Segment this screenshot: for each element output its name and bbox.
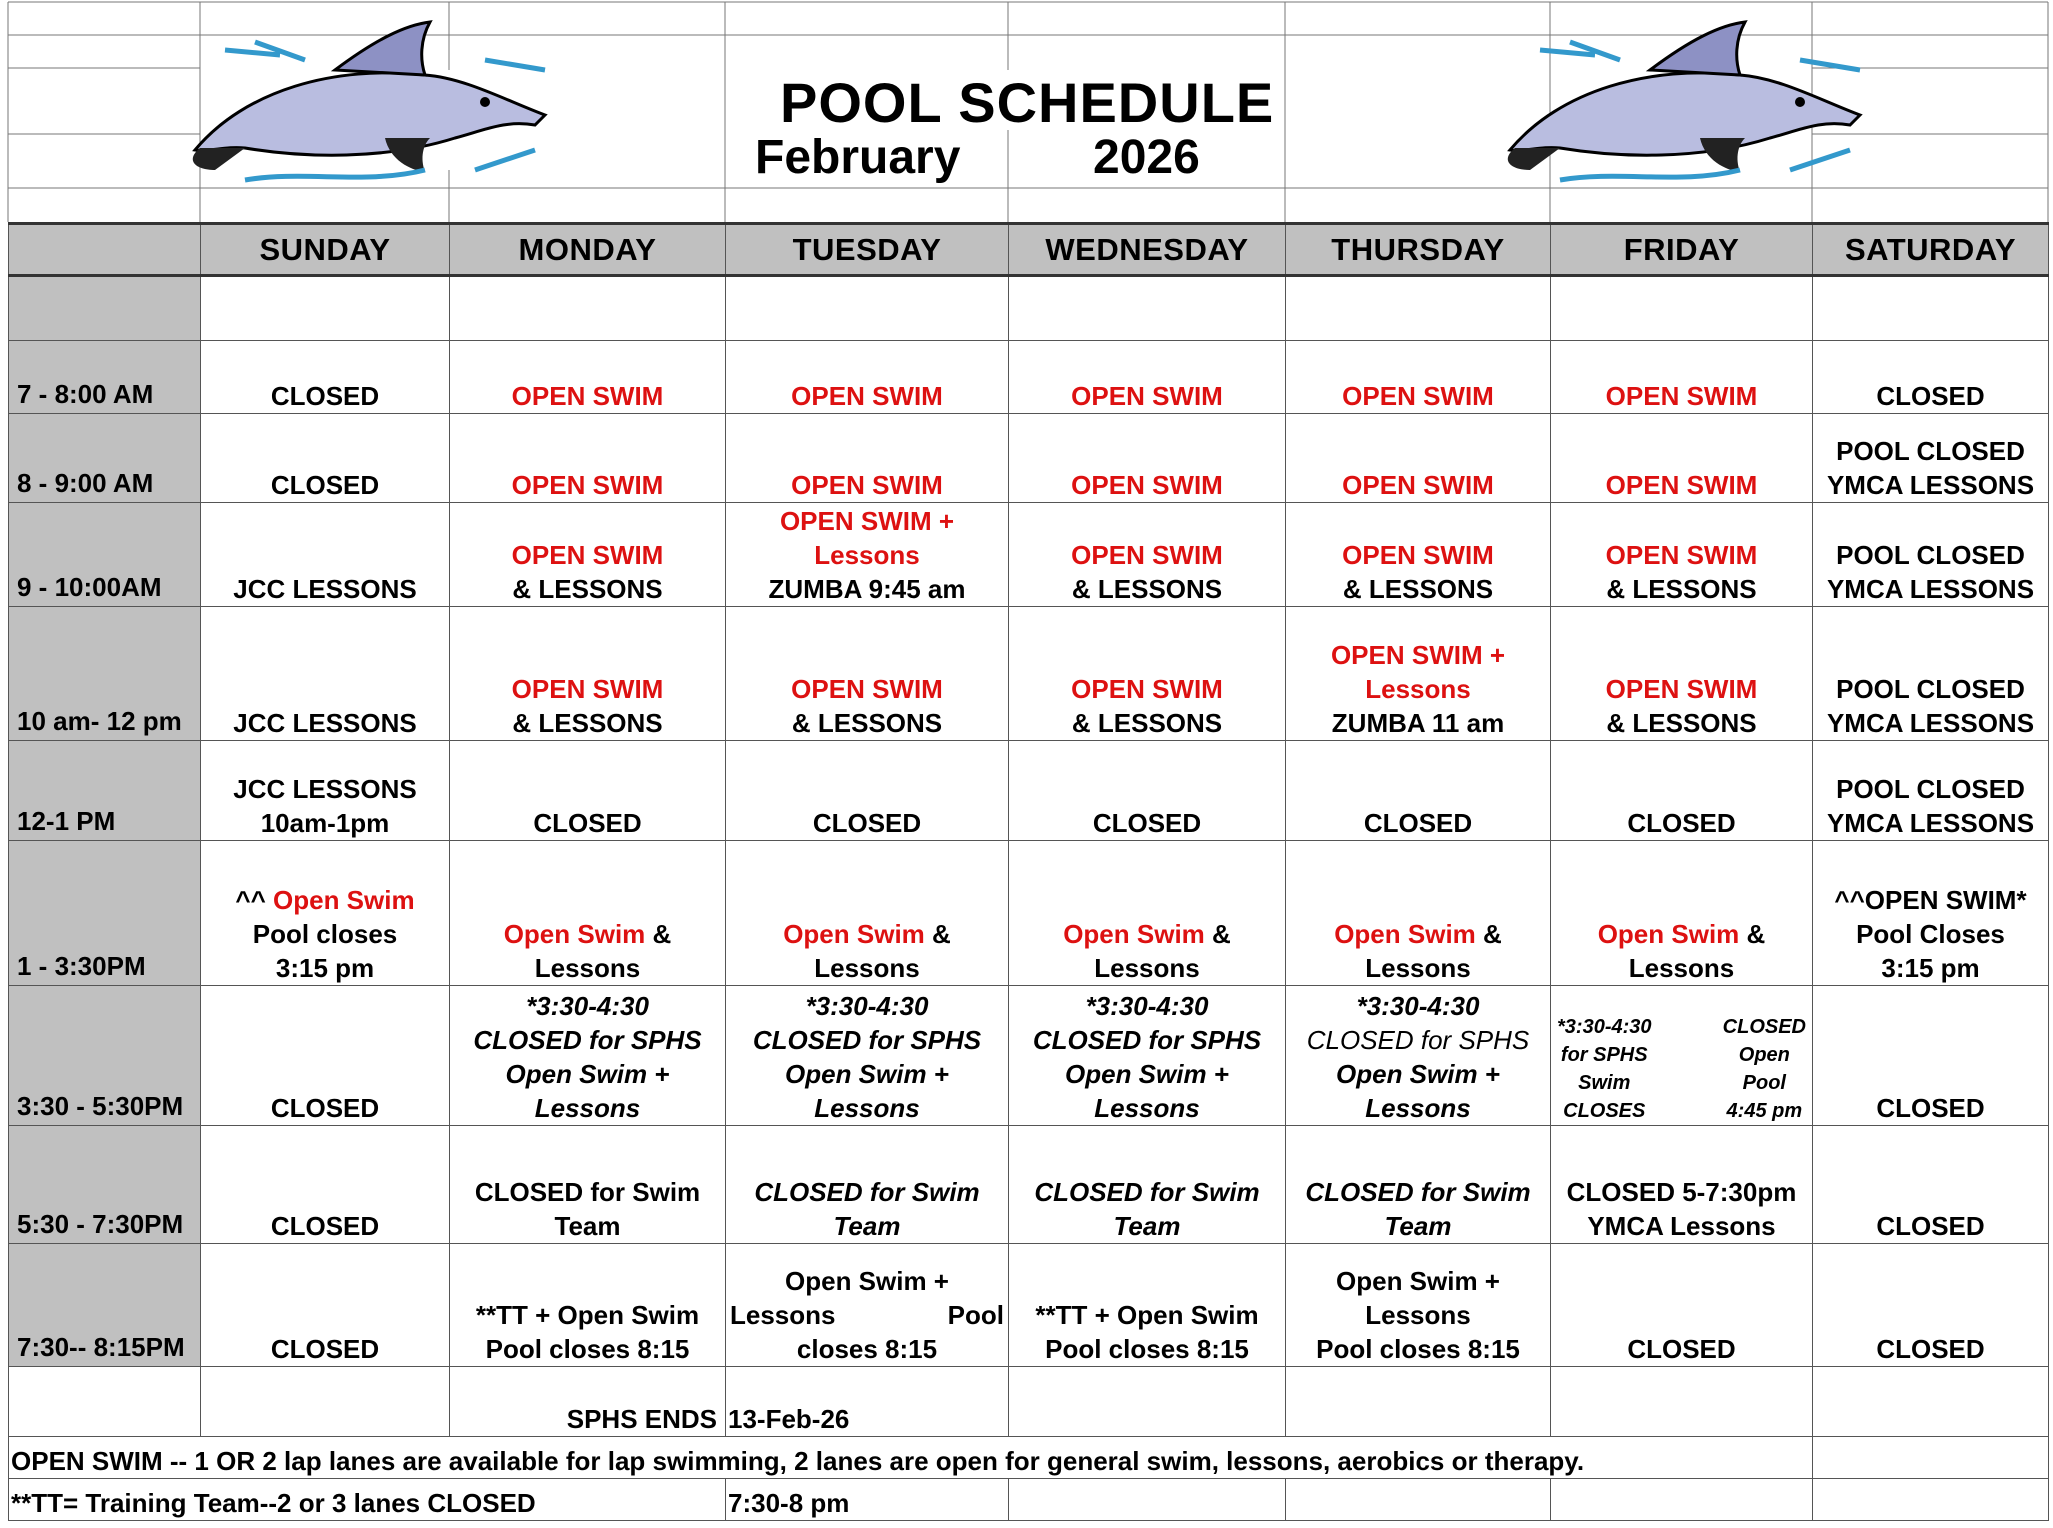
open-swim-text: Open Swim	[1334, 919, 1476, 949]
cell-mon-1pm	[450, 841, 726, 986]
cell-line: OPEN SWIM	[1071, 674, 1223, 704]
day-header-friday: FRIDAY	[1551, 224, 1813, 276]
cell-line: Team	[1113, 1211, 1181, 1241]
fri-left-note	[1557, 1013, 1652, 1125]
day-header-wednesday: WEDNESDAY	[1009, 224, 1286, 276]
amp-text: &	[645, 919, 672, 949]
time-label: 10 am- 12 pm	[9, 607, 201, 741]
cell-line: Lessons	[534, 1093, 641, 1123]
cell-line: & LESSONS	[1071, 708, 1223, 738]
cell-thu-730pm	[1286, 1244, 1551, 1367]
cell-line: YMCA LESSONS	[1826, 470, 2035, 500]
cell-line: CLOSED 5-7:30pm	[1566, 1177, 1797, 1207]
cell-fri-9am	[1551, 503, 1813, 607]
cell-line: Lessons	[814, 540, 920, 570]
cell-line: Lessons	[1094, 1093, 1200, 1123]
open-swim-text: Open Swim	[503, 919, 646, 949]
day-header-thursday: THURSDAY	[1286, 224, 1551, 276]
cell-sat-9am	[1813, 503, 2049, 607]
cell-line: OPEN SWIM	[1605, 674, 1758, 704]
cell-line: Open	[1738, 1044, 1790, 1066]
cell-mon-10am	[450, 607, 726, 741]
cell-fri-7am: OPEN SWIM	[1551, 341, 1813, 414]
cell-wed-730pm	[1009, 1244, 1286, 1367]
cell-sun-530pm: CLOSED	[201, 1126, 450, 1244]
amp-text: &	[1475, 919, 1502, 949]
cell-line: Pool closes 8:15	[1045, 1334, 1249, 1364]
cell-line: closes 8:15	[796, 1334, 938, 1364]
cell-line: Open Swim +	[1336, 1266, 1500, 1296]
cell-line: CLOSED for Swim	[474, 1177, 701, 1207]
time-row-10am	[9, 607, 2049, 741]
time-row-730pm	[9, 1244, 2049, 1367]
cell-line: **TT + Open Swim	[475, 1300, 700, 1330]
cell-line: Team	[833, 1211, 901, 1241]
dolphin-logo-left	[185, 20, 585, 185]
cell-sat-10am	[1813, 607, 2049, 741]
month-label: February	[755, 131, 961, 184]
cell-line: Open Swim +	[785, 1059, 949, 1089]
cell-sat-530pm: CLOSED	[1813, 1126, 2049, 1244]
cell-line: 10am-1pm	[260, 808, 390, 838]
training-team-note: **TT= Training Team--2 or 3 lanes CLOSED	[9, 1479, 726, 1521]
cell-line	[203, 883, 447, 917]
cell-fri-12pm: CLOSED	[1551, 741, 1813, 841]
amp-text: &	[1739, 919, 1766, 949]
cell-line: POOL CLOSED	[1836, 436, 2025, 466]
cell-line: & LESSONS	[791, 708, 943, 738]
time-row-8am	[9, 414, 2049, 503]
cell-wed-1pm	[1009, 841, 1286, 986]
cell-line: Open Swim +	[505, 1059, 670, 1089]
cell-line: & LESSONS	[1342, 574, 1494, 604]
day-header-saturday: SATURDAY	[1813, 224, 2049, 276]
cell-wed-9am	[1009, 503, 1286, 607]
cell-tue-7am: OPEN SWIM	[726, 341, 1009, 414]
cell-mon-7am: OPEN SWIM	[450, 341, 726, 414]
cell-line: POOL CLOSED	[1836, 674, 2025, 704]
sphs-row	[9, 1367, 2049, 1437]
time-label: 9 - 10:00AM	[9, 503, 201, 607]
cell-line: ^^OPEN SWIM*	[1834, 885, 2027, 915]
cell-line: OPEN SWIM	[1605, 540, 1758, 570]
cell-line: & LESSONS	[1606, 708, 1757, 738]
page-title: POOL SCHEDULE	[780, 71, 1275, 134]
time-label: 7:30-- 8:15PM	[9, 1244, 201, 1367]
cell-line: *3:30-4:30	[1085, 991, 1209, 1021]
cell-line: Lessons	[1365, 1300, 1471, 1330]
day-header-monday: MONDAY	[450, 224, 726, 276]
cell-line: YMCA LESSONS	[1826, 574, 2035, 604]
schedule-table	[8, 222, 2049, 1521]
cell-line: OPEN SWIM +	[779, 506, 955, 536]
open-swim-text: Open Swim	[273, 885, 415, 915]
cell-line: Open Swim +	[785, 1266, 949, 1296]
cell-line: CLOSED for Swim	[754, 1177, 980, 1207]
cell-tue-9am	[726, 503, 1009, 607]
cell-tue-8am: OPEN SWIM	[726, 414, 1009, 503]
cell-line: Pool	[1742, 1072, 1786, 1094]
cell-line: 4:45 pm	[1726, 1100, 1803, 1122]
time-row-7am	[9, 341, 2049, 414]
cell-line: OPEN SWIM	[511, 674, 664, 704]
cell-tue-10am	[726, 607, 1009, 741]
cell-line	[452, 917, 723, 951]
cell-line: *3:30-4:30	[1356, 991, 1480, 1021]
cell-line: CLOSED	[1722, 1016, 1806, 1038]
cell-thu-9am	[1286, 503, 1551, 607]
cell-wed-330pm	[1009, 986, 1286, 1126]
cell-line: Team	[1384, 1211, 1452, 1241]
header-corner	[9, 224, 201, 276]
time-row-330pm	[9, 986, 2049, 1126]
cell-line: OPEN SWIM +	[1330, 640, 1506, 670]
fri-split-notes	[1553, 1013, 1810, 1125]
time-row-9am	[9, 503, 2049, 607]
open-swim-note: OPEN SWIM -- 1 OR 2 lap lanes are available for lap swimming, 2 lanes are open for general swim, lessons, aerobics or therapy.	[9, 1437, 1813, 1479]
cell-line: Lessons	[534, 953, 641, 983]
cell-fri-10am	[1551, 607, 1813, 741]
cell-sun-12pm	[201, 741, 450, 841]
cell-line: CLOSED for Swim	[1034, 1177, 1260, 1207]
cell-line: JCC LESSONS	[233, 774, 417, 804]
cell-thu-8am: OPEN SWIM	[1286, 414, 1551, 503]
cell-line: OPEN SWIM	[511, 540, 664, 570]
cell-line: POOL CLOSED	[1836, 540, 2025, 570]
cell-line: Pool closes 8:15	[1316, 1334, 1520, 1364]
cell-line: Lessons	[1365, 1093, 1471, 1123]
cell-line: Pool closes 8:15	[485, 1334, 690, 1364]
cell-line: **TT + Open Swim	[1035, 1300, 1259, 1330]
cell-tue-530pm	[726, 1126, 1009, 1244]
time-row-530pm	[9, 1126, 2049, 1244]
cell-fri-8am: OPEN SWIM	[1551, 414, 1813, 503]
cell-line: POOL CLOSED	[1836, 774, 2025, 804]
day-header-tuesday: TUESDAY	[726, 224, 1009, 276]
time-label: 8 - 9:00 AM	[9, 414, 201, 503]
cell-sat-330pm: CLOSED	[1813, 986, 2049, 1126]
cell-line: YMCA Lessons	[1587, 1211, 1776, 1241]
cell-sun-10am: JCC LESSONS	[201, 607, 450, 741]
cell-fri-330pm	[1551, 986, 1813, 1126]
cell-tue-1pm	[726, 841, 1009, 986]
cell-mon-530pm	[450, 1126, 726, 1244]
day-header-sunday: SUNDAY	[201, 224, 450, 276]
time-row-1pm	[9, 841, 2049, 986]
cell-line: & LESSONS	[1606, 574, 1757, 604]
cell-line: Open Swim +	[1065, 1059, 1229, 1089]
cell-sun-330pm: CLOSED	[201, 986, 450, 1126]
time-label: 3:30 - 5:30PM	[9, 986, 201, 1126]
cell-fri-1pm	[1551, 841, 1813, 986]
cell-line: & LESSONS	[512, 708, 663, 738]
pool-text: Pool	[947, 1300, 1004, 1330]
cell-tue-730pm	[726, 1244, 1009, 1367]
cell-mon-330pm	[450, 986, 726, 1126]
spacer-row	[9, 276, 2049, 341]
cell-line: *3:30-4:30	[1557, 1016, 1652, 1038]
cell-wed-10am	[1009, 607, 1286, 741]
cell-tue-12pm: CLOSED	[726, 741, 1009, 841]
time-label: 1 - 3:30PM	[9, 841, 201, 986]
cell-line: CLOSED for Swim	[1305, 1177, 1531, 1207]
cell-line: Lessons	[814, 953, 920, 983]
cell-sat-12pm	[1813, 741, 2049, 841]
amp-text: &	[1204, 919, 1231, 949]
cell-mon-9am	[450, 503, 726, 607]
cell-sun-1pm	[201, 841, 450, 986]
note-row-1	[9, 1437, 2049, 1479]
time-row-12pm	[9, 741, 2049, 841]
open-swim-text: Open Swim	[1597, 919, 1740, 949]
cell-line: CLOSED for SPHS	[473, 1025, 702, 1055]
cell-fri-730pm: CLOSED	[1551, 1244, 1813, 1367]
day-header-row	[9, 224, 2049, 276]
note-row-2	[9, 1479, 2049, 1521]
cell-line	[1553, 917, 1810, 951]
cell-wed-12pm: CLOSED	[1009, 741, 1286, 841]
cell-line: Swim	[1578, 1072, 1631, 1094]
cell-line: Open Swim +	[1336, 1059, 1500, 1089]
cell-thu-530pm	[1286, 1126, 1551, 1244]
year-label: 2026	[1093, 131, 1200, 184]
cell-sat-7am: CLOSED	[1813, 341, 2049, 414]
cell-line: & LESSONS	[512, 574, 663, 604]
cell-sun-730pm: CLOSED	[201, 1244, 450, 1367]
open-swim-text: Open Swim	[1063, 919, 1205, 949]
cell-line: YMCA LESSONS	[1826, 808, 2035, 838]
cell-line: Lessons	[1365, 674, 1471, 704]
cell-mon-12pm: CLOSED	[450, 741, 726, 841]
amp-text: &	[924, 919, 951, 949]
cell-mon-8am: OPEN SWIM	[450, 414, 726, 503]
cell-line: ZUMBA 9:45 am	[768, 574, 966, 604]
cell-line	[1288, 917, 1548, 951]
cell-sat-730pm: CLOSED	[1813, 1244, 2049, 1367]
cell-line: Lessons	[1628, 953, 1735, 983]
cell-line: CLOSED for SPHS	[1306, 1025, 1530, 1055]
training-team-time: 7:30-8 pm	[726, 1479, 1009, 1521]
cell-line: CLOSES	[1563, 1100, 1646, 1122]
cell-wed-8am: OPEN SWIM	[1009, 414, 1286, 503]
fri-right-note	[1723, 1013, 1806, 1125]
cell-line: Pool closes	[252, 919, 398, 949]
cell-sun-7am: CLOSED	[201, 341, 450, 414]
cell-line: CLOSED for SPHS	[752, 1025, 982, 1055]
cell-mon-730pm	[450, 1244, 726, 1367]
cell-sun-9am: JCC LESSONS	[201, 503, 450, 607]
cell-sat-8am	[1813, 414, 2049, 503]
cell-line: & LESSONS	[1071, 574, 1223, 604]
cell-line: Pool Closes	[1856, 919, 2005, 949]
time-cell-blank	[9, 276, 201, 341]
cell-line: ZUMBA 11 am	[1331, 708, 1505, 738]
cell-line: OPEN SWIM	[1071, 540, 1223, 570]
cell-wed-7am: OPEN SWIM	[1009, 341, 1286, 414]
cell-thu-7am: OPEN SWIM	[1286, 341, 1551, 414]
cell-line: *3:30-4:30	[526, 991, 649, 1021]
cell-thu-10am	[1286, 607, 1551, 741]
cell-line: Lessons	[814, 1093, 920, 1123]
cell-line: OPEN SWIM	[791, 674, 943, 704]
time-label: 7 - 8:00 AM	[9, 341, 201, 414]
cell-sat-1pm	[1813, 841, 2049, 986]
cell-line: 3:15 pm	[275, 953, 375, 983]
cell-line: 3:15 pm	[1881, 953, 1980, 983]
open-swim-text: Open Swim	[783, 919, 925, 949]
sphs-ends-label: SPHS ENDS	[450, 1367, 726, 1437]
cell-line	[728, 917, 1006, 951]
cell-fri-530pm	[1551, 1126, 1813, 1244]
cell-thu-330pm	[1286, 986, 1551, 1126]
cell-line: Lessons	[1094, 953, 1200, 983]
cell-line: Lessons	[1365, 953, 1471, 983]
cell-line: YMCA LESSONS	[1826, 708, 2035, 738]
lessons-text: Lessons	[730, 1300, 836, 1330]
cell-thu-1pm	[1286, 841, 1551, 986]
time-label: 5:30 - 7:30PM	[9, 1126, 201, 1244]
cell-sun-8am: CLOSED	[201, 414, 450, 503]
cell-line: for SPHS	[1560, 1044, 1648, 1066]
sphs-ends-date: 13-Feb-26	[726, 1367, 1009, 1437]
cell-line: CLOSED for SPHS	[1032, 1025, 1262, 1055]
cell-wed-530pm	[1009, 1126, 1286, 1244]
time-label: 12-1 PM	[9, 741, 201, 841]
cell-line	[1011, 917, 1283, 951]
cell-line: OPEN SWIM	[1342, 540, 1494, 570]
dolphin-logo-right	[1500, 20, 1900, 185]
cell-line: *3:30-4:30	[805, 991, 929, 1021]
cell-tue-330pm	[726, 986, 1009, 1126]
caret-prefix: ^^	[235, 885, 273, 915]
cell-line: Team	[554, 1211, 621, 1241]
cell-thu-12pm: CLOSED	[1286, 741, 1551, 841]
cell-line	[728, 1298, 1006, 1332]
